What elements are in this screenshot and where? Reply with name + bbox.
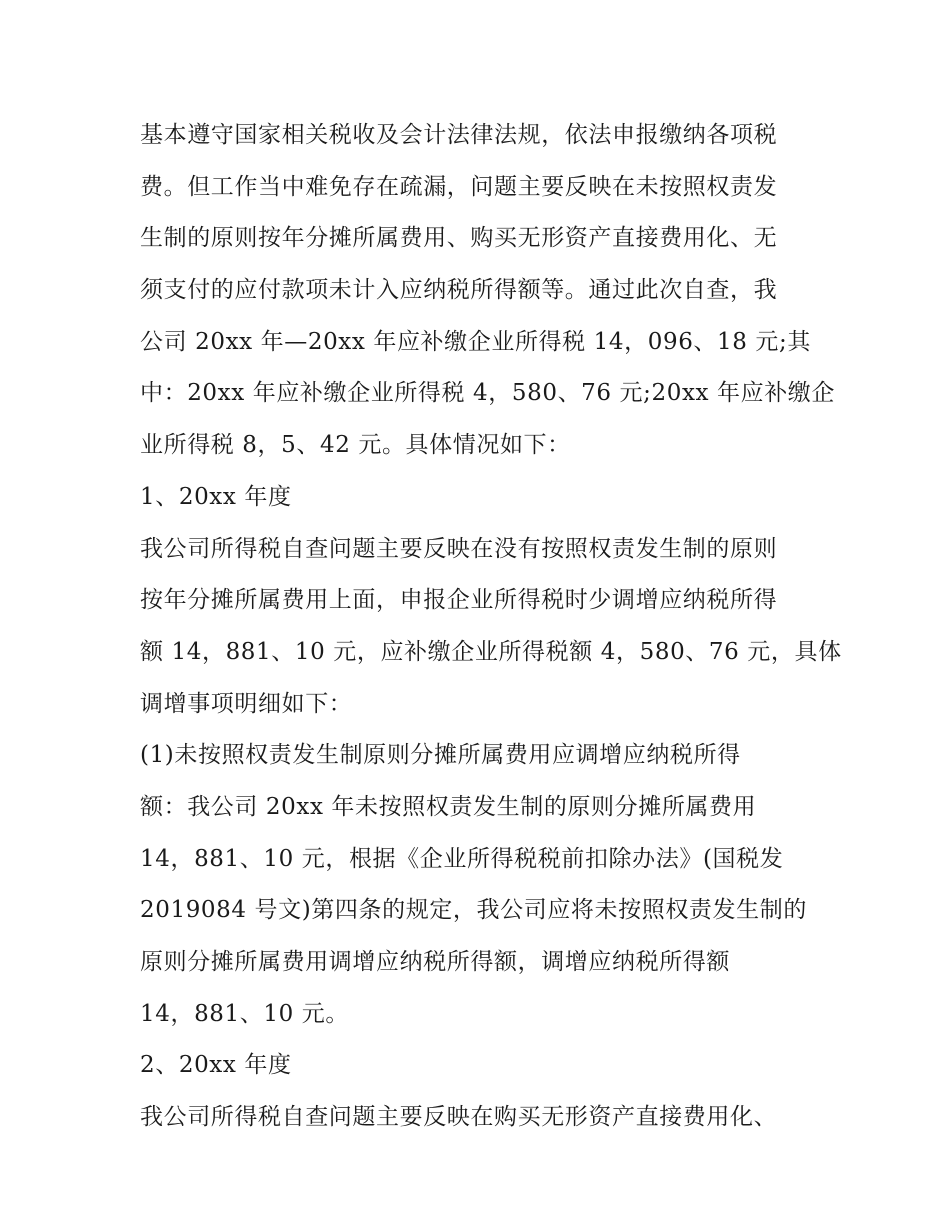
- document-body: [140, 110, 842, 1144]
- paragraph-line: 我公司所得税自查问题主要反映在购买无形资产直接费用化、: [140, 1104, 778, 1131]
- paragraph-line: 基本遵守国家相关税收及会计法律法规，依法申报缴纳各项税: [140, 122, 778, 148]
- paragraph-line: 原则分摊所属费用调增应纳税所得额，调增应纳税所得额: [140, 949, 730, 975]
- paragraph-line: 14，881、10 元。: [140, 1000, 349, 1027]
- paragraph-line: 须支付的应付款项未计入应纳税所得额等。通过此次自查，我: [140, 277, 778, 304]
- paragraph-line: 额 14，881、10 元，应补缴企业所得税额 4，580、76 元，具体: [140, 638, 842, 665]
- paragraph-line: 我公司所得税自查问题主要反映在没有按照权责发生制的原则: [140, 535, 778, 562]
- paragraph-line: 14，881、10 元，根据《企业所得税税前扣除办法》(国税发: [140, 845, 784, 872]
- paragraph-line: 调增事项明细如下：: [140, 690, 353, 717]
- section-heading: 1、20xx 年度: [140, 483, 292, 510]
- paragraph-line: 费。但工作当中难免存在疏漏，问题主要反映在未按照权责发: [140, 173, 778, 200]
- section-heading: 2、20xx 年度: [140, 1052, 292, 1079]
- paragraph-line: 按年分摊所属费用上面，申报企业所得税时少调增应纳税所得: [140, 587, 778, 614]
- paragraph-line: 公司 20xx 年—20xx 年应补缴企业所得税 14，096、18 元;其: [140, 328, 811, 355]
- list-item-line: (1)未按照权责发生制原则分摊所属费用应调增应纳税所得: [140, 742, 741, 769]
- paragraph-line: 2019084 号文)第四条的规定，我公司应将未按照权责发生制的: [140, 897, 807, 924]
- paragraph-line: 生制的原则按年分摊所属费用、购买无形资产直接费用化、无: [140, 225, 778, 252]
- paragraph-line: 额：我公司 20xx 年未按照权责发生制的原则分摊所属费用: [140, 793, 757, 820]
- paragraph-line: 业所得税 8，5、42 元。具体情况如下：: [140, 432, 571, 459]
- paragraph-line: 中：20xx 年应补缴企业所得税 4，580、76 元;20xx 年应补缴企: [140, 380, 836, 407]
